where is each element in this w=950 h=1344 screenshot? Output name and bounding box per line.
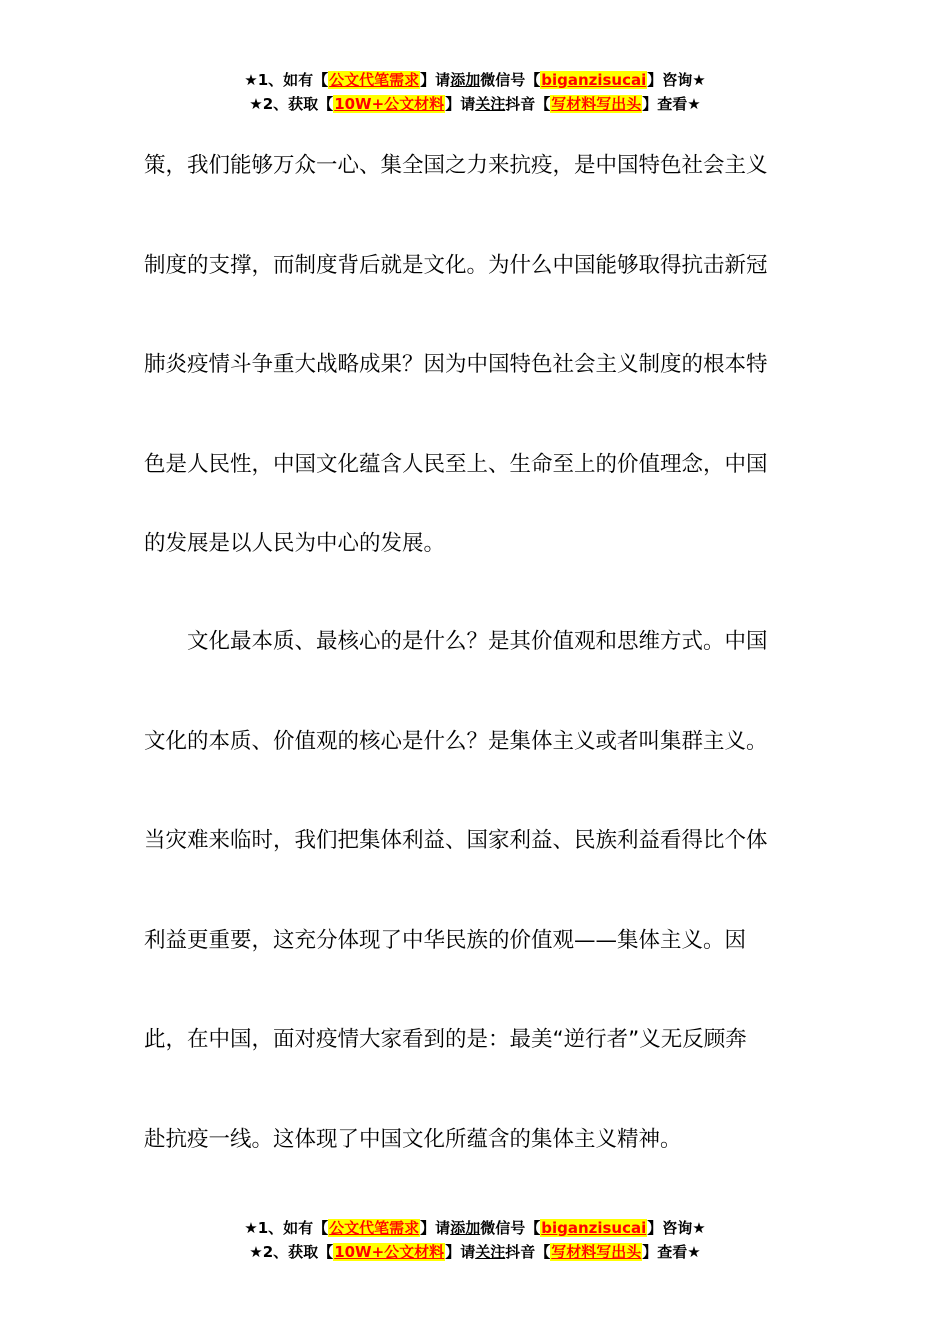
document-body <box>144 116 792 1189</box>
body-line: 文化最本质、最核心的是什么？是其价值观和思维方式。中国 <box>187 629 768 654</box>
banner-underline: 添加 <box>450 71 481 89</box>
banner-underline: 添加 <box>450 1219 481 1237</box>
banner-text: 微信号【 <box>480 1219 541 1237</box>
banner-text: 抖音【 <box>505 1243 551 1261</box>
banner-highlight: 写材料写出头 <box>551 95 642 113</box>
banner-text: ★1、如有【 <box>244 71 329 89</box>
banner-text: 】请 <box>445 1243 476 1261</box>
banner-highlight: 写材料写出头 <box>551 1243 642 1261</box>
banner-text: 】咨询★ <box>647 71 706 89</box>
body-line: 策，我们能够万众一心、集全国之力来抗疫，是中国特色社会主义 <box>144 153 768 178</box>
banner-highlight: 10W+公文材料 <box>334 95 445 113</box>
body-line: 肺炎疫情斗争重大战略成果？因为中国特色社会主义制度的根本特 <box>144 352 768 377</box>
banner-text: 】请 <box>445 95 476 113</box>
body-line: 制度的支撑，而制度背后就是文化。为什么中国能够取得抗击新冠 <box>144 252 768 278</box>
banner-text: 】查看★ <box>642 1243 701 1261</box>
body-line: 赴抗疫一线。这体现了中国文化所蕴含的集体主义精神。 <box>144 1126 682 1152</box>
body-line: 此，在中国，面对疫情大家看到的是：最美“逆行者”义无反顾奔 <box>144 1027 747 1052</box>
banner-line-2 <box>0 1240 950 1264</box>
banner-text: ★2、获取【 <box>249 1243 334 1261</box>
banner-text: ★2、获取【 <box>249 95 334 113</box>
banner-highlight: biganzisucai <box>541 71 647 89</box>
banner-text: 抖音【 <box>505 95 551 113</box>
body-line: 当灾难来临时，我们把集体利益、国家利益、民族利益看得比个体 <box>144 828 768 853</box>
banner-underline: 关注 <box>475 95 506 113</box>
banner-highlight: biganzisucai <box>541 1219 647 1237</box>
banner-text: 】请 <box>420 1219 451 1237</box>
banner-text: 】请 <box>420 71 451 89</box>
banner-text: 】咨询★ <box>647 1219 706 1237</box>
banner-text: 微信号【 <box>480 71 541 89</box>
footer-banner <box>0 1216 950 1264</box>
body-line: 文化的本质、价值观的核心是什么？是集体主义或者叫集群主义。 <box>144 728 768 754</box>
banner-highlight: 公文代笔需求 <box>329 71 420 89</box>
body-line: 的发展是以人民为中心的发展。 <box>144 531 446 556</box>
body-line: 利益更重要，这充分体现了中华民族的价值观——集体主义。因 <box>144 927 747 953</box>
header-banner <box>0 68 950 116</box>
banner-underline: 关注 <box>475 1243 506 1261</box>
banner-line-1 <box>0 1216 950 1240</box>
body-line: 色是人民性，中国文化蕴含人民至上、生命至上的价值理念，中国 <box>144 451 768 477</box>
banner-text: 】查看★ <box>642 95 701 113</box>
banner-line-1 <box>0 68 950 92</box>
banner-highlight: 10W+公文材料 <box>334 1243 445 1261</box>
banner-text: ★1、如有【 <box>244 1219 329 1237</box>
banner-highlight: 公文代笔需求 <box>329 1219 420 1237</box>
banner-line-2 <box>0 92 950 116</box>
